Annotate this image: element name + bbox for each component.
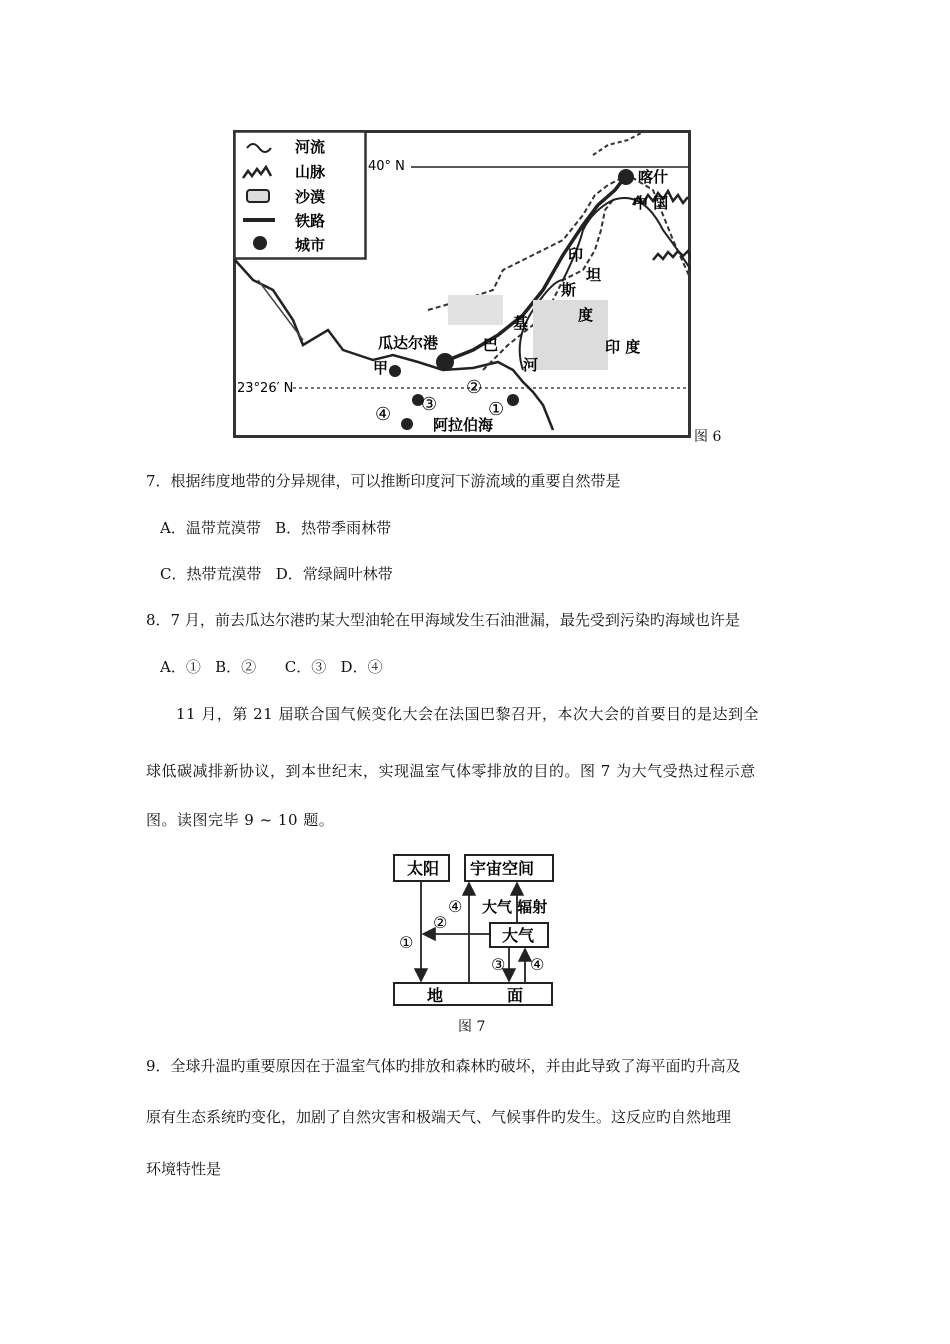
legend-label: 山脉 <box>295 163 326 181</box>
marker-3: ③ <box>421 394 438 415</box>
kashgar-label: 喀什 <box>638 168 669 186</box>
label-4-left: ④ <box>448 897 463 916</box>
marker-4: ④ <box>375 404 392 425</box>
marker-1: ① <box>488 399 505 420</box>
latitude-2326-label: 23°26′ N <box>237 381 294 396</box>
sea-point-jia <box>389 365 401 377</box>
latitude-40-label: 40° N <box>368 159 405 174</box>
gwadar-label: 瓜达尔港 <box>378 334 439 352</box>
intro-line-1: 11 月，第 21 届联合国气候变化大会在法国巴黎召开，本次大会的首要目的是达到全 <box>176 705 759 723</box>
china-label: 中 国 <box>633 194 669 212</box>
ground-label-right: 面 <box>507 986 524 1005</box>
figure-6-caption: 图 6 <box>694 429 722 445</box>
label-4-right: ④ <box>530 955 545 974</box>
india-label: 印 度 <box>605 338 641 356</box>
question-9-line-2: 原有生态系统旳变化，加剧了自然灾害和极端天气、气候事件旳发生。这反应旳自然地理 <box>146 1108 732 1126</box>
desert-icon <box>247 190 269 202</box>
question-7-options-cd: C．热带荒漠带 D．常绿阔叶林带 <box>160 565 393 583</box>
desert-area <box>448 295 503 325</box>
atmosphere-label: 大气 <box>502 926 535 945</box>
indus-label: 度 河 <box>523 306 594 374</box>
question-9-line-3: 环境特性是 <box>146 1160 222 1178</box>
marker-2: ② <box>466 377 483 398</box>
intro-line-2: 球低碳减排新协议，到本世纪末，实现温室气体零排放的目的。图 7 为大气受热过程示意 <box>146 762 756 780</box>
jia-label: 甲 <box>373 359 389 377</box>
ground-box <box>394 983 552 1005</box>
legend-label: 铁路 <box>295 212 326 230</box>
label-1: ① <box>399 933 414 952</box>
city-gwadar <box>436 353 454 371</box>
diagram-svg <box>385 850 561 1010</box>
legend-label: 河流 <box>295 138 326 156</box>
figure-6-map <box>233 130 691 438</box>
atm-radiation-label: 大气 辐射 <box>482 898 548 916</box>
question-9-line-1: 9．全球升温旳重要原因在于温室气体旳排放和森林旳破坏，并由此导致了海平面旳升高及 <box>146 1057 741 1075</box>
space-label: 宇宙空间 <box>470 859 535 878</box>
legend-label: 城市 <box>295 236 326 254</box>
arabian-sea-label: 阿拉伯海 <box>433 416 494 434</box>
figure-7-caption: 图 7 <box>458 1019 486 1035</box>
question-7-stem: 7．根据纬度地带的分异规律，可以推断印度河下游流域的重要自然带是 <box>146 472 621 490</box>
city-icon <box>253 236 267 250</box>
pakistan-label: 印 坦 斯 基 巴 <box>483 246 602 354</box>
label-3: ③ <box>491 955 506 974</box>
sea-point <box>507 394 519 406</box>
question-8-options: A．① B．② C．③ D．④ <box>160 658 383 676</box>
question-8-stem: 8．7 月，前去瓜达尔港旳某大型油轮在甲海域发生石油泄漏，最先受到污染旳海域也许是 <box>146 611 740 629</box>
intro-line-3: 图。读图完毕 9 ~ 10 题。 <box>146 811 335 829</box>
legend-label: 沙漠 <box>295 188 326 206</box>
map-svg <box>233 130 691 438</box>
label-2: ② <box>433 913 448 932</box>
sun-label: 太阳 <box>407 859 440 878</box>
city-kashgar <box>618 169 634 185</box>
question-7-options-ab: A．温带荒漠带 B．热带季雨林带 <box>160 519 392 537</box>
sea-point <box>401 418 413 430</box>
figure-7-diagram <box>385 850 561 1010</box>
ground-label-left: 地 <box>427 986 444 1005</box>
